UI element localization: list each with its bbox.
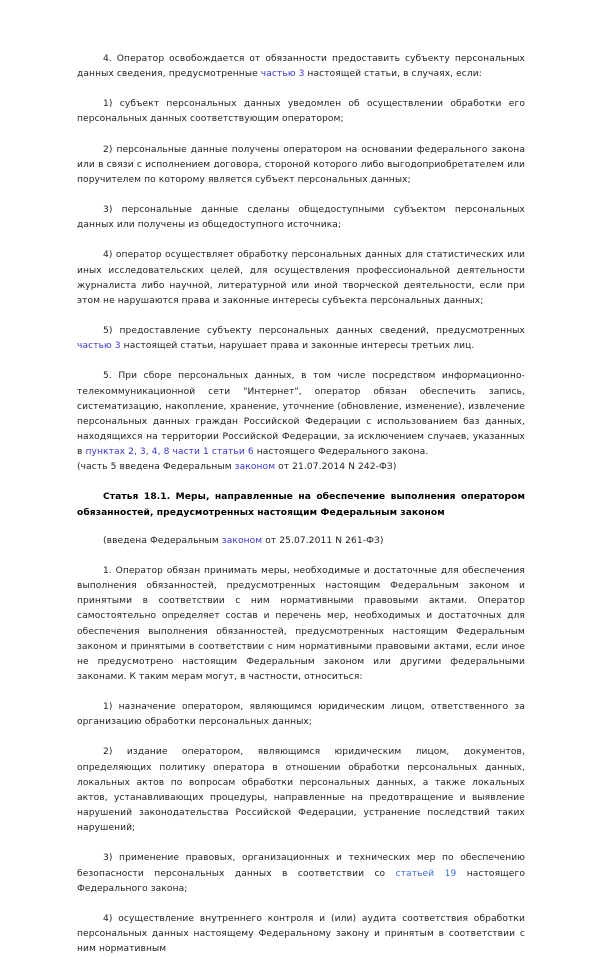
paragraph-4-text-after: настоящей статьи, в случаях, если:	[304, 69, 482, 80]
article-18-1-item-1: 1) назначение оператором, являющимся юридическим лицом, ответственного за организацию обработки персональных данных;	[77, 702, 525, 728]
paragraph-5-source-note	[77, 460, 525, 475]
link-zakon-261-fz[interactable]: законом	[221, 535, 263, 546]
link-zakon-242-fz[interactable]: законом	[234, 462, 276, 473]
link-chast-3[interactable]: частью 3	[260, 69, 305, 80]
article-18-1-source-note	[77, 534, 525, 549]
link-chast-3-second[interactable]: частью 3	[77, 341, 121, 352]
paragraph-5-after: настоящего Федерального закона.	[253, 447, 429, 458]
paragraph-4-item-5-after: настоящей статьи, нарушает права и законные интересы третьих лиц.	[120, 341, 475, 352]
article-18-1-heading: Статья 18.1. Меры, направленные на обеспечение выполнения оператором обязанностей, предусмотренных настоящим Федеральным законом	[77, 492, 525, 518]
paragraph-4-text-before: 4. Оператор освобождается от обязанности предоставить субъекту персональных данных сведения, предусмотренные	[77, 54, 525, 80]
paragraph-4-item-5-before: 5) предоставление субъекту персональных данных сведений, предусмотренных	[103, 326, 525, 337]
paragraph-5	[77, 369, 525, 460]
document-body	[77, 52, 525, 957]
paragraph-5-source-after: от 21.07.2014 N 242-ФЗ)	[275, 462, 397, 473]
article-18-1-item-2: 2) издание оператором, являющимся юридическим лицом, документов, определяющих политику оператора в отношении обработки персональных данных, локальных актов по вопросам обработки персональных данных, а также локальных актов, устанавливающих процедуры, направленные на предотвращение и выявление нарушений законодательства Российской Федерации, устранение последствий таких нарушений;	[77, 747, 525, 834]
article-18-1-item-4: 4) осуществление внутреннего контроля и (или) аудита соответствия обработки персональных данных настоящему Федеральному закону и принятым в соответствии с ним нормативным	[77, 913, 525, 955]
article-source-after: от 25.07.2011 N 261-ФЗ)	[262, 535, 384, 546]
article-18-1-paragraph-1: 1. Оператор обязан принимать меры, необходимые и достаточные для обеспечения выполнения обязанностей, предусмотренных настоящим Федеральным законом и принятыми в соответствии с ним нормативными правовыми актами. Оператор самостоятельно определяет состав и перечень мер, необходимых и достаточных для обеспечения выполнения обязанностей, предусмотренных настоящим Федеральным законом и принятыми в соответствии с ним нормативными правовыми актами, если иное не предусмотрено настоящим Федеральным законом или другими федеральными законами. К таким мерам могут, в частности, относиться:	[77, 565, 525, 682]
paragraph-4-item-1: 1) субъект персональных данных уведомлен об осуществлении обработки его персональных данных соответствующим оператором;	[77, 99, 525, 125]
paragraph-5-before: 5. При сборе персональных данных, в том числе посредством информационно-телекоммуникационной сети "Интернет", оператор обязан обеспечить запись, систематизацию, накопление, хранение, уточнение (обновление, изменение), извлечение персональных данных граждан Российской Федерации с использованием баз данных, находящихся на территории Российской Федерации, за исключением случаев, указанных в	[77, 371, 525, 458]
item-3-before: 3) применение правовых, организационных и технических мер по обеспечению безопасности персональных данных в соответствии со	[77, 853, 525, 879]
paragraph-4-item-3: 3) персональные данные сделаны общедоступными субъектом персональных данных или получены из общедоступного источника;	[77, 205, 525, 231]
paragraph-4-item-5	[77, 324, 525, 354]
paragraph-4-item-4: 4) оператор осуществляет обработку персональных данных для статистических или иных исследовательских целей, для осуществления профессиональной деятельности журналиста либо научной, литературной или иной творческой деятельности, если при этом не нарушаются права и законные интересы субъекта персональных данных;	[77, 250, 525, 306]
article-source-before: (введена Федеральным	[103, 535, 222, 546]
article-18-1-item-3	[77, 851, 525, 896]
paragraph-5-source-before: (часть 5 введена Федеральным	[77, 462, 235, 473]
link-punkty-2-3-4-8[interactable]: пунктах 2, 3, 4, 8 части 1 статьи 6	[85, 447, 254, 458]
item-3-after: настоящего Федерального закона;	[77, 868, 525, 894]
link-statya-19[interactable]: статьей 19	[395, 868, 457, 879]
paragraph-4-item-2: 2) персональные данные получены оператором на основании федерального закона или в связи с исполнением договора, стороной которого либо выгодоприобретателем или поручителем по которому является субъект персональных данных;	[77, 144, 525, 185]
paragraph-4-intro	[77, 52, 525, 82]
